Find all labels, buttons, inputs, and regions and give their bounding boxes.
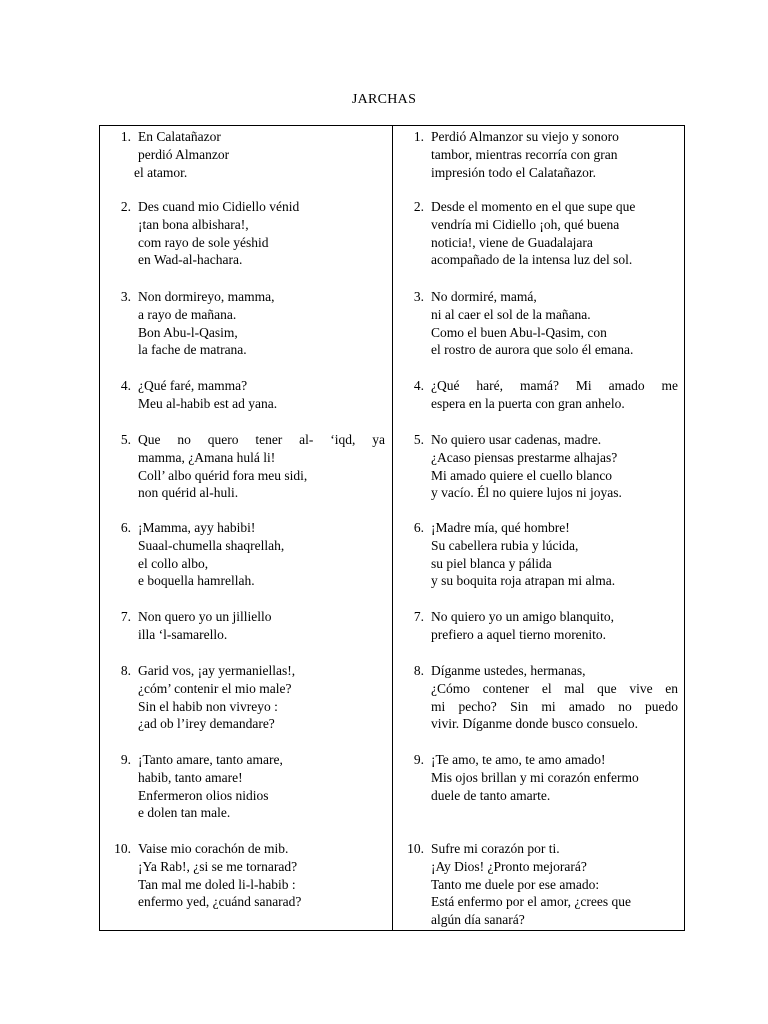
verse-line: En Calatañazor — [138, 129, 221, 144]
verse-line: el collo albo, — [138, 555, 209, 571]
entry-verse — [431, 377, 678, 413]
verse-line: Díganme ustedes, hermanas, — [431, 663, 586, 678]
verse-line: el rostro de aurora que solo él emana. — [431, 342, 634, 358]
verse-line: illa ‘l-samarello. — [138, 626, 228, 642]
verse-line: ¡Madre mía, qué hombre! — [431, 520, 570, 535]
entry-verse — [134, 128, 230, 181]
verse-line: Enfermeron olios nidios — [138, 787, 269, 803]
entry-number: 3. — [120, 289, 131, 304]
verse-line: impresión todo el Calatañazor. — [431, 164, 596, 180]
verse-line: ¡Ya Rab!, ¿si se me tornarad? — [138, 858, 298, 874]
verse-line: ¿cóm’ contenir el mio male? — [138, 680, 292, 696]
entry-verse — [431, 198, 635, 269]
verse-line: ¡Mamma, ayy habibi! — [138, 520, 256, 535]
verse-line: su piel blanca y pálida — [431, 555, 552, 571]
entry-number: 1. — [120, 129, 131, 144]
verse-line: a rayo de mañana. — [138, 306, 237, 322]
verse-line: non quérid al-huli. — [138, 485, 239, 501]
verse-line: Tanto me duele por ese amado: — [431, 876, 600, 892]
entry-verse — [431, 519, 615, 590]
verse-line: prefiero a aquel tierno morenito. — [431, 626, 607, 642]
verse-line: Non quero yo un jilliello — [138, 609, 272, 624]
verse-line: el atamor. — [134, 164, 188, 180]
verse-line: espera en la puerta con gran anhelo. — [431, 395, 625, 411]
verse-line: No quiero usar cadenas, madre. — [431, 432, 602, 447]
jarchas-table — [99, 125, 685, 931]
entry-number: 6. — [120, 520, 131, 535]
entry-verse — [138, 377, 277, 413]
verse-line: Meu al-habib est ad yana. — [138, 395, 278, 411]
verse-line: ¡tan bona albishara!, — [138, 216, 249, 232]
verse-line: ni al caer el sol de la mañana. — [431, 306, 591, 322]
entry-number: 9. — [120, 752, 131, 767]
entry-verse — [431, 608, 614, 644]
entry-number: 9. — [413, 752, 424, 767]
verse-line: duele de tanto amarte. — [431, 787, 551, 803]
verse-line: Garid vos, ¡ay yermaniellas!, — [138, 663, 296, 678]
entry-verse — [138, 519, 284, 590]
verse-line: com rayo de sole yéshid — [138, 234, 269, 250]
verse-line: acompañado de la intensa luz del sol. — [431, 252, 633, 268]
entry-number: 1. — [413, 129, 424, 144]
verse-line: Mi amado quiere el cuello blanco — [431, 467, 613, 483]
verse-line: Des cuand mio Cidiello vénid — [138, 199, 300, 214]
verse-line: y su boquita roja atrapan mi alma. — [431, 573, 616, 589]
entry-number: 5. — [120, 432, 131, 447]
verse-line: ¿ad ob l’irey demandare? — [138, 716, 275, 732]
verse-line: e boquella hamrellah. — [138, 573, 255, 589]
entry-number: 8. — [120, 663, 131, 678]
entry-verse — [431, 662, 678, 733]
entry-number: 8. — [413, 663, 424, 678]
entry-number: 6. — [413, 520, 424, 535]
entry-verse — [431, 288, 633, 359]
entry-number: 2. — [413, 199, 424, 214]
entry-number: 2. — [120, 199, 131, 214]
verse-line: ¿Acaso piensas prestarme alhajas? — [431, 449, 618, 465]
verse-line: Suaal-chumella shaqrellah, — [138, 537, 285, 553]
verse-line: la fache de matrana. — [138, 342, 247, 358]
entry-verse — [138, 608, 271, 644]
verse-line: noticia!, viene de Guadalajara — [431, 234, 593, 250]
original-jarchas-column — [100, 126, 393, 931]
verse-line: tambor, mientras recorría con gran — [431, 146, 618, 162]
verse-line: habib, tanto amare! — [138, 769, 243, 785]
verse-line: algún día sanará? — [431, 912, 525, 928]
verse-line: perdió Almanzor — [138, 146, 230, 162]
entry-number: 7. — [413, 609, 424, 624]
verse-line: No quiero yo un amigo blanquito, — [431, 609, 614, 624]
entry-verse — [138, 662, 295, 733]
verse-line: ¡Te amo, te amo, te amo amado! — [431, 752, 606, 767]
verse-line: Desde el momento en el que supe que — [431, 199, 636, 214]
verse-line: Tan mal me doled li-l-habib : — [138, 876, 296, 892]
verse-line: ¿Qué faré, mamma? — [138, 378, 248, 393]
entry-verse — [138, 840, 301, 911]
verse-line: Su cabellera rubia y lúcida, — [431, 537, 579, 553]
verse-line: en Wad-al-hachara. — [138, 252, 243, 268]
verse-line: Coll’ albo quérid fora meu sidi, — [138, 467, 308, 483]
verse-line: Que no quero tener al- ‘iqd, ya — [138, 432, 385, 447]
entry-number: 5. — [413, 432, 424, 447]
verse-line: No dormiré, mamá, — [431, 289, 537, 304]
verse-line: Perdió Almanzor su viejo y sonoro — [431, 129, 619, 144]
verse-line: Sin el habib non vivreyo : — [138, 698, 278, 714]
entry-number: 7. — [120, 609, 131, 624]
page-title: JARCHAS — [351, 92, 417, 107]
verse-line: y vacío. Él no quiere lujos ni joyas. — [431, 485, 622, 501]
verse-line: Bon Abu-l-Qasim, — [138, 324, 238, 340]
entry-verse — [431, 431, 622, 502]
verse-line: vendría mi Cidiello ¡oh, qué buena — [431, 216, 620, 232]
verse-line: ¿Qué haré, mamá? Mi amado me — [431, 378, 678, 393]
entry-verse — [138, 288, 274, 359]
verse-line: mi pecho? Sin mi amado no puedo — [431, 698, 678, 714]
entry-verse — [138, 431, 385, 502]
verse-line: enfermo yed, ¿cuánd sanarad? — [138, 894, 302, 910]
entry-verse — [138, 751, 283, 822]
verse-line: ¡Tanto amare, tanto amare, — [138, 752, 283, 767]
entry-number: 4. — [413, 378, 424, 393]
verse-line: ¿Cómo contener el mal que vive en — [431, 680, 678, 696]
entry-number: 3. — [413, 289, 424, 304]
verse-line: vivir. Díganme donde busco consuelo. — [431, 716, 638, 732]
verse-line: Está enfermo por el amor, ¿crees que — [431, 894, 631, 910]
entry-number: 10. — [114, 841, 131, 856]
verse-line: Non dormireyo, mamma, — [138, 289, 275, 304]
verse-line: ¡Ay Dios! ¿Pronto mejorará? — [431, 858, 587, 874]
verse-line: Vaise mio corachón de mib. — [138, 841, 289, 856]
verse-line: Mis ojos brillan y mi corazón enfermo — [431, 769, 639, 785]
verse-line: Como el buen Abu-l-Qasim, con — [431, 324, 607, 340]
entry-number: 4. — [120, 378, 131, 393]
verse-line: e dolen tan male. — [138, 805, 231, 821]
entry-verse — [431, 751, 639, 804]
verse-line: mamma, ¿Amana hulá li! — [138, 449, 276, 465]
translation-column — [393, 126, 685, 931]
entry-verse — [431, 840, 631, 929]
entry-verse — [138, 198, 299, 269]
entry-number: 10. — [407, 841, 424, 856]
entry-verse — [431, 128, 619, 181]
verse-line: Sufre mi corazón por ti. — [431, 841, 560, 856]
